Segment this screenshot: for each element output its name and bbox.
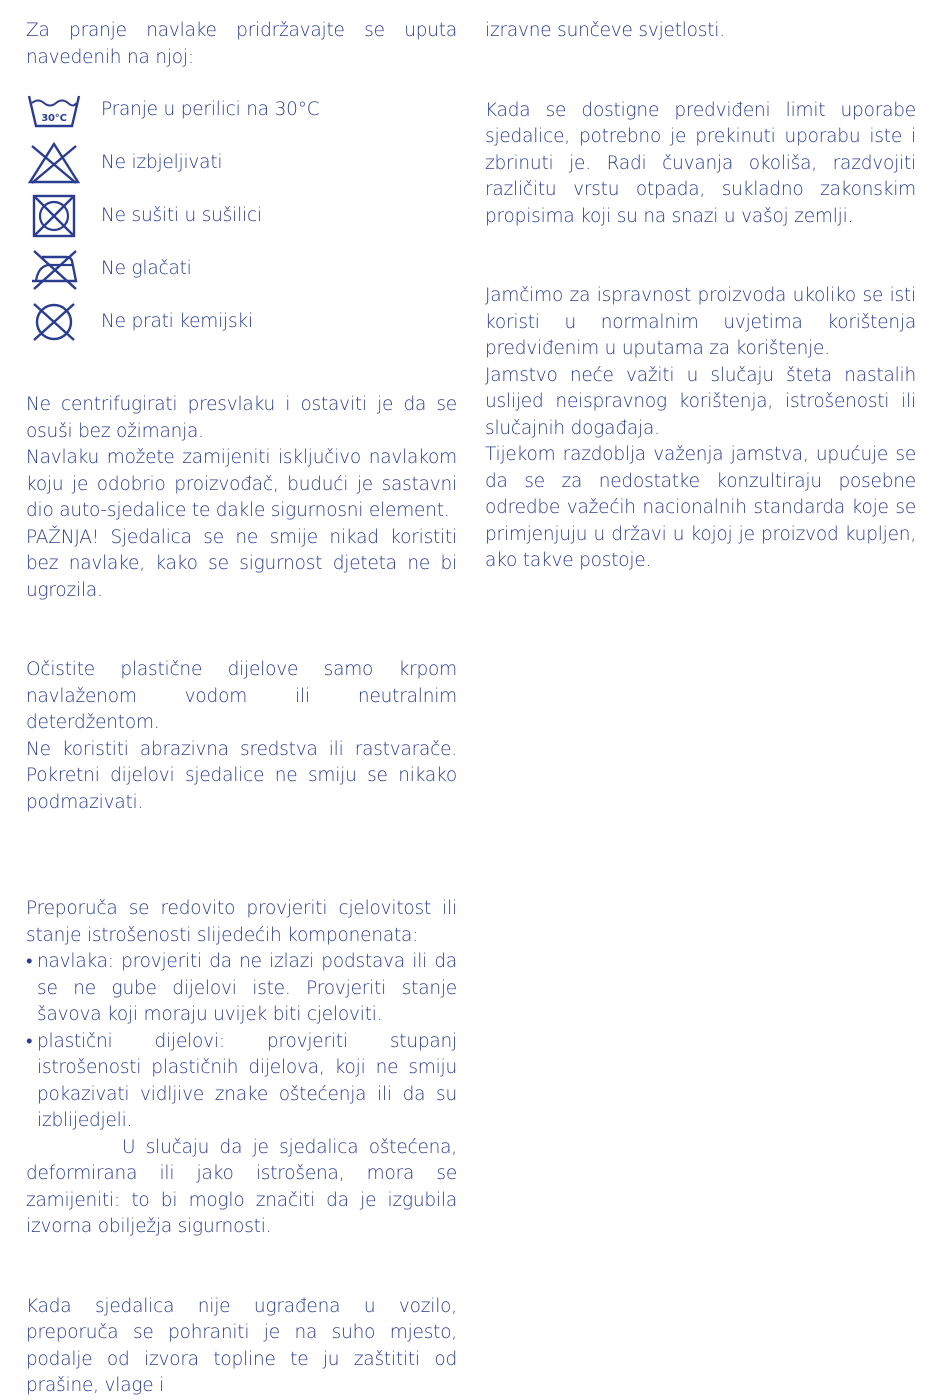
no-tumble-dry-icon [26,192,92,240]
inspection-list [26,949,457,1135]
no-spin-paragraph: Ne centrifugirati presvlaku i ostaviti je da se osuši bez ožimanja. [26,394,457,442]
no-bleach-icon [26,139,92,187]
svg-text:30°C: 30°C [41,112,67,124]
care-item-wash [26,83,457,136]
care-item-no-iron [26,242,457,295]
no-abrasive-paragraph: Ne koristiti abrazivna sredstva ili rastvarače. Pokretni dijelovi sjedalice ne smiju se nikako podmazivati. [26,738,457,813]
warning-paragraph: PAŽNJA! Sjedalica se ne smije nikad koristiti bez navlake, kako se sigurnost djeteta ne bi ugrozila. [26,526,457,601]
warranty-paragraph: Jamčimo za ispravnost proizvoda ukoliko se isti koristi u normalnim uvjetima korištenja predviđenim u uputama za korištenje. [485,285,916,359]
right-column [485,18,916,575]
care-label-no-dry-clean: Ne prati kemijski [101,310,253,332]
disposal-paragraph: Kada se dostigne predviđeni limit uporabe sjedalice, potrebno je prekinuti uporabu iste i zbrinuti je. Radi čuvanja okoliša, razdvojiti različitu vrstu otpada, sukladno zakonskim propisima koji su na snazi u vašoj zemlji. [485,99,916,227]
warranty-exclusion-paragraph: Jamstvo neće važiti u slučaju šteta nastalih uslijed neispravnog korištenja, istrošenosti ili slučajnih događaja. [485,364,916,439]
no-dry-clean-icon [26,298,92,346]
left-column [26,18,457,1400]
wash-intro: Za pranje navlake pridržavajte se uputa navedenih na njoj: [26,20,457,68]
warranty-standards-paragraph: Tijekom razdoblja važenja jamstva, upućuje se da se za nedostatke konzultiraju posebne odredbe važećih nacionalnih standarda koje se primjenjuju u državi u kojoj je proizvod kupljen, ako takve postoje. [485,444,916,571]
list-item: • plastični dijelovi: provjeriti stupanj istrošenosti plastičnih dijelova, koji ne smiju pokazivati vidljive znake oštećenja ili da su izblijedjeli. [26,1029,457,1135]
inspection-intro: Preporuča se redovito provjeriti cjelovitost ili stanje istrošenosti slijedećih komponenata: [26,898,457,946]
care-label-no-tumble-dry: Ne sušiti u sušilici [101,204,262,226]
care-item-no-tumble-dry [26,189,457,242]
care-label-wash: Pranje u perilici na 30°C [101,98,320,120]
care-item-no-bleach [26,136,457,189]
care-label-no-bleach: Ne izbjeljivati [101,151,223,173]
plastic-clean-paragraph: Očistite plastične dijelove samo krpom navlaženom vodom ili neutralnim deterdžentom. [26,659,457,733]
storage-continued: izravne sunčeve svjetlosti. [485,20,725,41]
care-item-no-dry-clean [26,295,457,348]
care-symbols-list [26,83,457,348]
cover-replace-paragraph: Navlaku možete zamijeniti isključivo navlakom koju je odobrio proizvođač, budući je sastavni dio auto-sjedalice te dakle sigurnosni element. [26,447,457,521]
list-item: • navlaka: provjeriti da ne izlazi podstava ili da se ne gube dijelovi iste. Provjeriti stanje šavova koji moraju uvijek biti cjeloviti. [26,949,457,1029]
damage-paragraph: U slučaju da je sjedalica oštećena, deformirana ili jako istrošena, mora se zamijeniti: to bi moglo značiti da je izgubila izvorna obilježja sigurnosti. [26,1136,457,1237]
wash-30-icon [26,86,92,134]
no-iron-icon [26,245,92,293]
storage-paragraph: Kada sjedalica nije ugrađena u vozilo, preporuča se pohraniti je na suho mjesto, podalje od izvora topline te ju zaštititi od prašine, vlage i [26,1295,457,1396]
care-label-no-iron: Ne glačati [101,257,192,279]
